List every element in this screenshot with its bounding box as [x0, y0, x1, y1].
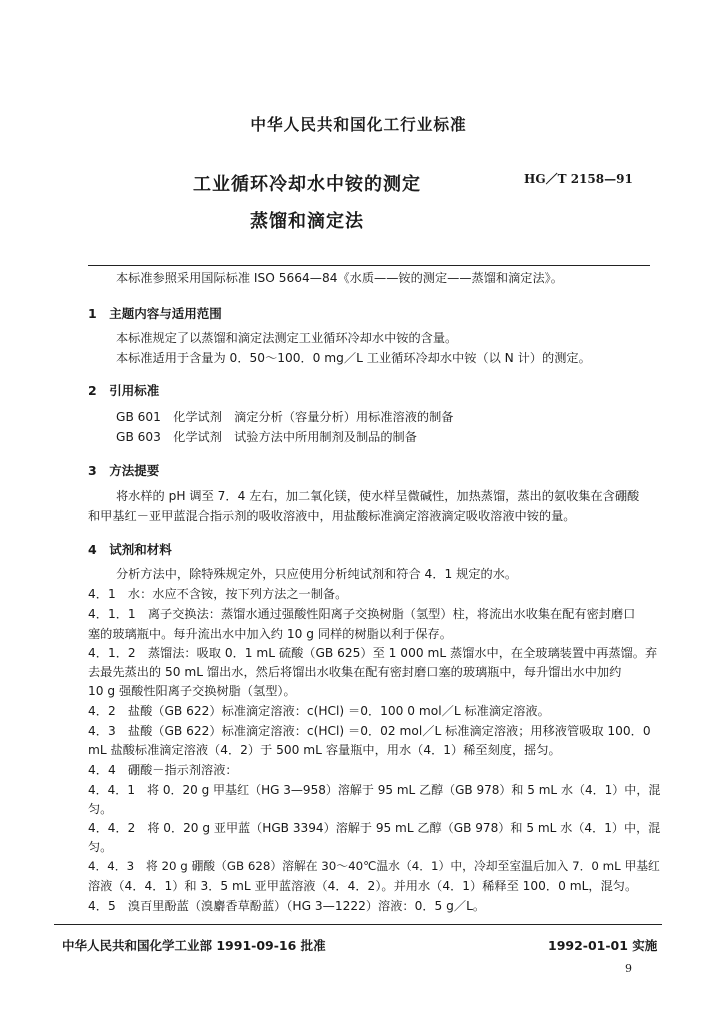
clause-4-3-line-1: 4．3 盐酸（GB 622）标准滴定溶液：c(HCl) ＝0．02 mol／L 标准滴定溶液；用移液管吸取 100．0 — [88, 724, 651, 738]
clause-4-3-line-2: mL 盐酸标准滴定溶液（4．2）于 500 mL 容量瓶中，用水（4．1）稀至刻度，摇匀。 — [88, 743, 561, 757]
reference-gb603: GB 603 化学试剂 试验方法中所用制剂及制品的制备 — [116, 430, 417, 444]
effective-date: 1992-01-01 实施 — [548, 938, 658, 953]
section-4-heading: 4 试剂和材料 — [88, 542, 172, 557]
standard-title-line1: 工业循环冷却水中铵的测定 — [193, 174, 421, 195]
clause-4-5: 4．5 溴百里酚蓝（溴麝香草酚蓝）（HG 3—1222）溶液：0．5 g／L。 — [88, 899, 486, 913]
page-number: 9 — [625, 962, 632, 975]
section-3-line-2: 和甲基红－亚甲蓝混合指示剂的吸收溶液中，用盐酸标准滴定溶液滴定吸收溶液中铵的量。 — [88, 509, 576, 523]
clause-4-4-2-line-2: 匀。 — [88, 840, 113, 854]
section-4-intro: 分析方法中，除特殊规定外，只应使用分析纯试剂和符合 4．1 规定的水。 — [116, 567, 518, 581]
bottom-divider — [54, 924, 662, 925]
approval-note: 中华人民共和国化学工业部 1991-09-16 批准 — [62, 938, 326, 953]
clause-4-2: 4．2 盐酸（GB 622）标准滴定溶液：c(HCl) ＝0．100 0 mol／L 标准滴定溶液。 — [88, 704, 550, 718]
standard-code: HG／T 2158—91 — [524, 172, 633, 186]
intro-paragraph: 本标准参照采用国际标准 ISO 5664—84《水质——铵的测定——蒸馏和滴定法》。 — [116, 271, 563, 285]
top-divider — [88, 265, 650, 266]
clause-4-1-2-line-3: 10 g 强酸性阳离子交换树脂（氢型）。 — [88, 684, 296, 698]
clause-4-4-2-line-1: 4．4．2 将 0．20 g 亚甲蓝（HGB 3394）溶解于 95 mL 乙醇（GB 978）和 5 mL 水（4．1）中，混 — [88, 821, 661, 835]
clause-4-1-2-line-2: 去最先蒸出的 50 mL 馏出水，然后将馏出水收集在配有密封磨口塞的玻璃瓶中，每升馏出水中加约 — [88, 665, 622, 679]
standard-title-line2: 蒸馏和滴定法 — [250, 211, 364, 232]
reference-gb601: GB 601 化学试剂 滴定分析（容量分析）用标准溶液的制备 — [116, 410, 454, 424]
section-1-paragraph-2: 本标准适用于含量为 0．50～100．0 mg／L 工业循环冷却水中铵（以 N 计）的测定。 — [116, 351, 591, 365]
org-standard-title: 中华人民共和国化工行业标准 — [250, 115, 467, 134]
clause-4-4-3-line-1: 4．4．3 将 20 g 硼酸（GB 628）溶解在 30～40℃温水（4．1）中，冷却至室温后加入 7．0 mL 甲基红 — [88, 859, 660, 873]
clause-4-1-2-line-1: 4．1．2 蒸馏法：吸取 0．1 mL 硫酸（GB 625）至 1 000 mL 蒸馏水中，在全玻璃装置中再蒸馏。弃 — [88, 646, 658, 660]
clause-4-4: 4．4 硼酸－指示剂溶液： — [88, 763, 238, 777]
section-1-paragraph-1: 本标准规定了以蒸馏和滴定法测定工业循环冷却水中铵的含量。 — [116, 331, 458, 345]
clause-4-4-3-line-2: 溶液（4．4．1）和 3．5 mL 亚甲蓝溶液（4．4．2）。并用水（4．1）稀释至 100．0 mL，混匀。 — [88, 879, 638, 893]
clause-4-1-1-line-1: 4．1．1 离子交换法：蒸馏水通过强酸性阳离子交换树脂（氢型）柱，将流出水收集在配有密封磨口 — [88, 607, 636, 621]
section-2-heading: 2 引用标准 — [88, 383, 160, 398]
section-3-line-1: 将水样的 pH 调至 7．4 左右，加二氧化镁，使水样呈微碱性，加热蒸馏，蒸出的氨收集在含硼酸 — [116, 489, 640, 503]
section-1-heading: 1 主题内容与适用范围 — [88, 306, 222, 321]
section-3-heading: 3 方法提要 — [88, 463, 160, 478]
clause-4-4-1-line-1: 4．4．1 将 0．20 g 甲基红（HG 3—958）溶解于 95 mL 乙醇（GB 978）和 5 mL 水（4．1）中，混 — [88, 783, 661, 797]
clause-4-4-1-line-2: 匀。 — [88, 802, 113, 816]
clause-4-1-1-line-2: 塞的玻璃瓶中。每升流出水中加入约 10 g 同样的树脂以利于保存。 — [88, 627, 452, 641]
clause-4-1: 4．1 水：水应不含铵，按下列方法之一制备。 — [88, 587, 348, 601]
